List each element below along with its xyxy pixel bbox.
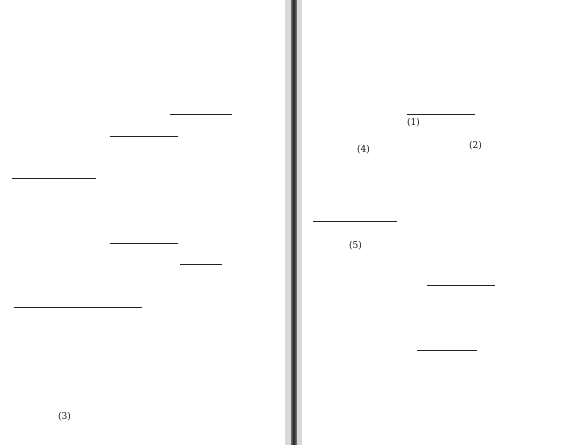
first-hemistich <box>150 162 278 182</box>
second-hemistich <box>14 376 142 396</box>
verse-row <box>0 312 291 332</box>
verse-row <box>297 77 588 97</box>
page-edge-shadow <box>297 0 302 445</box>
second-hemistich <box>14 334 142 354</box>
separator-line <box>110 136 178 137</box>
second-hemistich <box>14 55 142 75</box>
first-hemistich <box>150 334 278 354</box>
second-hemistich <box>311 162 439 182</box>
second-hemistich <box>311 291 439 311</box>
separator-line <box>427 285 495 286</box>
verse-row <box>297 269 588 289</box>
verse-row <box>297 205 588 225</box>
verse-row <box>297 355 588 375</box>
verse-row <box>0 376 291 396</box>
verse-row <box>297 98 588 118</box>
verse-row <box>297 162 588 182</box>
second-hemistich <box>311 248 439 268</box>
first-hemistich <box>150 205 278 225</box>
second-hemistich <box>14 120 142 140</box>
first-hemistich <box>150 184 278 204</box>
verse-row <box>0 184 291 204</box>
verse-row <box>0 248 291 268</box>
verse-row <box>297 141 588 161</box>
first-hemistich <box>150 141 278 161</box>
verse-row <box>0 291 291 311</box>
first-hemistich <box>447 34 575 54</box>
second-hemistich <box>14 34 142 54</box>
verse-row <box>0 334 291 354</box>
verse-row <box>297 291 588 311</box>
footnote-marker: (5) <box>349 241 362 251</box>
verse-row <box>297 34 588 54</box>
footnote-marker: (3) <box>58 412 71 422</box>
separator-line <box>14 307 142 308</box>
first-hemistich <box>447 55 575 75</box>
second-hemistich <box>311 376 439 396</box>
second-hemistich <box>311 77 439 97</box>
separator-line <box>170 114 232 115</box>
verse-row <box>0 98 291 118</box>
first-hemistich <box>447 355 575 375</box>
verse-row <box>0 398 291 418</box>
right-verse-list <box>297 0 588 445</box>
separator-line <box>12 178 96 179</box>
separator-line <box>110 243 178 244</box>
second-hemistich <box>14 141 142 161</box>
verse-row <box>297 376 588 396</box>
first-hemistich <box>150 312 278 332</box>
verse-row <box>0 77 291 97</box>
first-hemistich <box>447 98 575 118</box>
second-hemistich <box>14 312 142 332</box>
left-verse-list <box>0 0 291 445</box>
second-hemistich <box>14 355 142 375</box>
verse-row <box>0 34 291 54</box>
right-page <box>297 0 588 445</box>
first-hemistich <box>150 98 278 118</box>
first-hemistich <box>447 248 575 268</box>
verse-row <box>0 55 291 75</box>
first-hemistich <box>150 34 278 54</box>
first-hemistich <box>447 141 575 161</box>
second-hemistich <box>311 34 439 54</box>
second-hemistich <box>14 162 142 182</box>
first-hemistich <box>150 269 278 289</box>
second-hemistich <box>311 398 439 418</box>
second-hemistich <box>14 248 142 268</box>
first-hemistich <box>447 162 575 182</box>
first-hemistich <box>447 227 575 247</box>
first-hemistich <box>150 120 278 140</box>
separator-line <box>407 114 475 115</box>
footnote-marker: (4) <box>357 145 370 155</box>
first-hemistich <box>150 55 278 75</box>
verse-row <box>297 227 588 247</box>
first-hemistich <box>150 398 278 418</box>
verse-row <box>297 184 588 204</box>
first-hemistich <box>447 269 575 289</box>
second-hemistich <box>14 205 142 225</box>
first-hemistich <box>447 77 575 97</box>
verse-row <box>0 269 291 289</box>
second-hemistich <box>14 184 142 204</box>
verse-row <box>297 312 588 332</box>
second-hemistich <box>14 269 142 289</box>
verse-row <box>297 55 588 75</box>
verse-row <box>0 162 291 182</box>
second-hemistich <box>311 141 439 161</box>
footnote-marker: (2) <box>469 141 482 151</box>
verse-row <box>0 227 291 247</box>
second-hemistich <box>311 334 439 354</box>
second-hemistich <box>311 355 439 375</box>
second-hemistich <box>14 77 142 97</box>
separator-line <box>313 221 397 222</box>
second-hemistich <box>14 227 142 247</box>
second-hemistich <box>311 227 439 247</box>
second-hemistich <box>311 312 439 332</box>
second-hemistich <box>311 269 439 289</box>
separator-line <box>417 350 477 351</box>
second-hemistich <box>311 205 439 225</box>
first-hemistich <box>150 77 278 97</box>
second-hemistich <box>14 98 142 118</box>
first-hemistich <box>447 334 575 354</box>
first-hemistich <box>447 291 575 311</box>
second-hemistich <box>311 184 439 204</box>
verse-row <box>297 334 588 354</box>
first-hemistich <box>447 120 575 140</box>
verse-row <box>0 205 291 225</box>
first-hemistich <box>150 291 278 311</box>
verse-row <box>297 248 588 268</box>
first-hemistich <box>447 312 575 332</box>
verse-row <box>0 120 291 140</box>
verse-row <box>0 141 291 161</box>
first-hemistich <box>447 184 575 204</box>
second-hemistich <box>311 98 439 118</box>
second-hemistich <box>311 55 439 75</box>
separator-line <box>180 264 222 265</box>
verse-row <box>297 398 588 418</box>
verse-row <box>297 120 588 140</box>
second-hemistich <box>14 398 142 418</box>
left-page <box>0 0 291 445</box>
first-hemistich <box>447 205 575 225</box>
first-hemistich <box>447 376 575 396</box>
first-hemistich <box>150 248 278 268</box>
first-hemistich <box>150 355 278 375</box>
verse-row <box>0 355 291 375</box>
first-hemistich <box>150 376 278 396</box>
first-hemistich <box>150 227 278 247</box>
footnote-marker: (1) <box>407 118 420 128</box>
first-hemistich <box>447 398 575 418</box>
second-hemistich <box>14 291 142 311</box>
